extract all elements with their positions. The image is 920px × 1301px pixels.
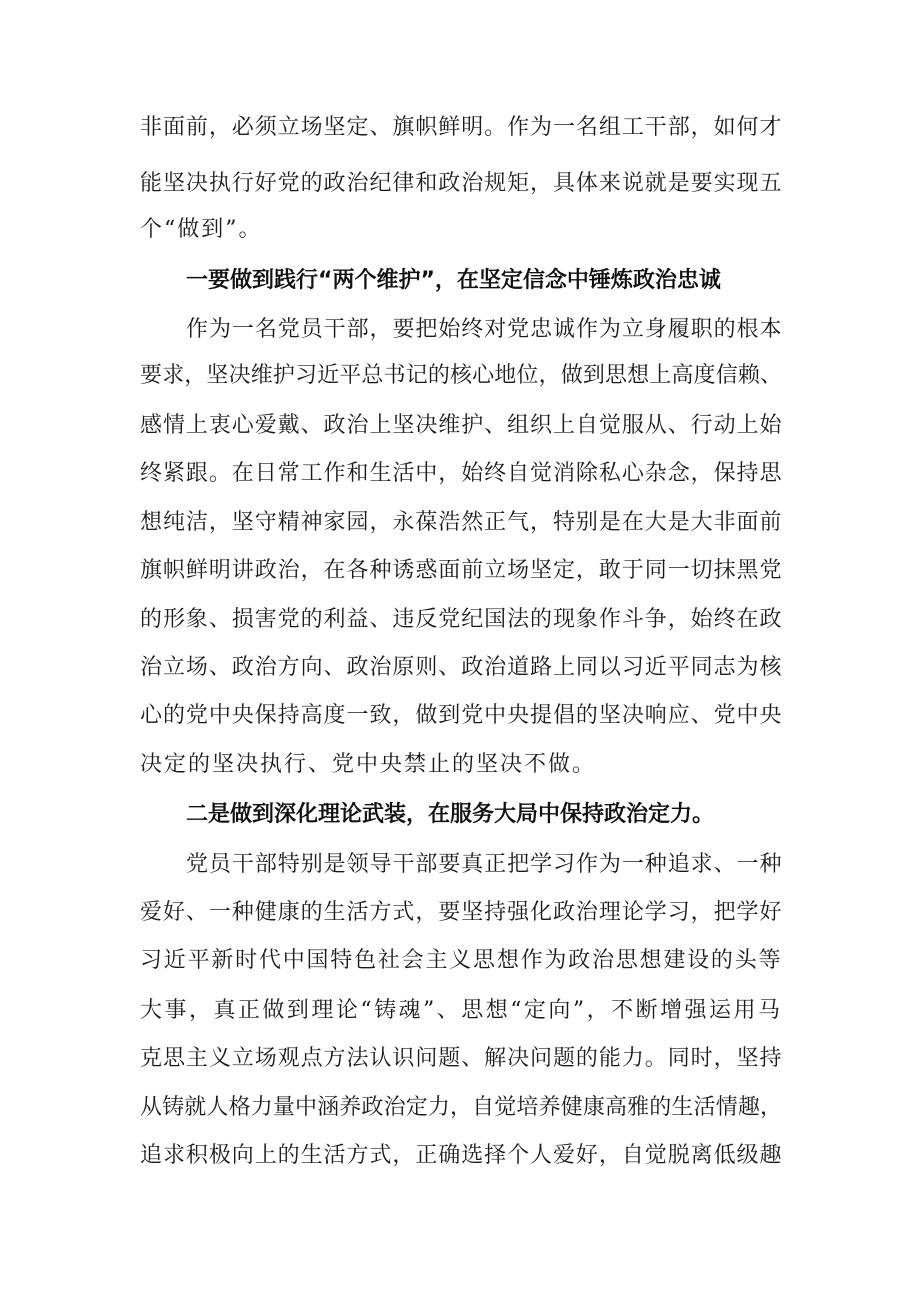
- paragraph-line: 要求，坚决维护习近平总书记的核心地位，做到思想上高度信赖、: [140, 363, 782, 388]
- paragraph-line: 想纯洁，坚守精神家园，永葆浩然正气，特别是在大是大非面前: [140, 510, 782, 535]
- paragraph-line: 的形象、损害党的利益、违反党纪国法的现象作斗争，始终在政: [140, 607, 782, 632]
- paragraph-line: 旗帜鲜明讲政治，在各种诱惑面前立场坚定，敢于同一切抹黑党: [140, 558, 782, 583]
- paragraph-line: 爱好、一种健康的生活方式，要坚持强化政治理论学习，把学好: [140, 900, 782, 925]
- paragraph-line: 能坚决执行好党的政治纪律和政治规矩，具体来说就是要实现五: [140, 171, 782, 196]
- paragraph-line: 党员干部特别是领导干部要真正把学习作为一种追求、一种: [186, 852, 782, 877]
- paragraph-line: 治立场、政治方向、政治原则、政治道路上同以习近平同志为核: [140, 655, 782, 680]
- paragraph-line: 大事，真正做到理论“铸魂”、思想“定向”，不断增强运用马: [140, 998, 782, 1023]
- paragraph-line: 个“做到”。: [140, 217, 263, 242]
- section-heading-2: 二是做到深化理论武装，在服务大局中保持政治定力。: [186, 802, 715, 827]
- paragraph-line: 感情上衷心爱戴、政治上坚决维护、组织上自觉服从、行动上始: [140, 413, 782, 438]
- paragraph-line: 从铸就人格力量中涵养政治定力，自觉培养健康高雅的生活情趣，: [140, 1095, 782, 1120]
- paragraph-line: 心的党中央保持高度一致，做到党中央提倡的坚决响应、党中央: [140, 703, 782, 728]
- paragraph-line: 作为一名党员干部，要把始终对党忠诚作为立身履职的根本: [186, 317, 782, 342]
- section-heading-1: 一要做到践行“两个维护”，在坚定信念中锤炼政治忠诚: [186, 268, 721, 293]
- paragraph-line: 追求积极向上的生活方式，正确选择个人爱好，自觉脱离低级趣: [140, 1143, 782, 1168]
- paragraph-line: 非面前，必须立场坚定、旗帜鲜明。作为一名组工干部，如何才: [140, 115, 782, 140]
- paragraph-line: 决定的坚决执行、党中央禁止的坚决不做。: [140, 752, 597, 777]
- paragraph-line: 习近平新时代中国特色社会主义思想作为政治思想建设的头等: [140, 948, 782, 973]
- paragraph-line: 终紧跟。在日常工作和生活中，始终自觉消除私心杂念，保持思: [140, 461, 782, 486]
- paragraph-line: 克思主义立场观点方法认识问题、解决问题的能力。同时，坚持: [140, 1046, 782, 1071]
